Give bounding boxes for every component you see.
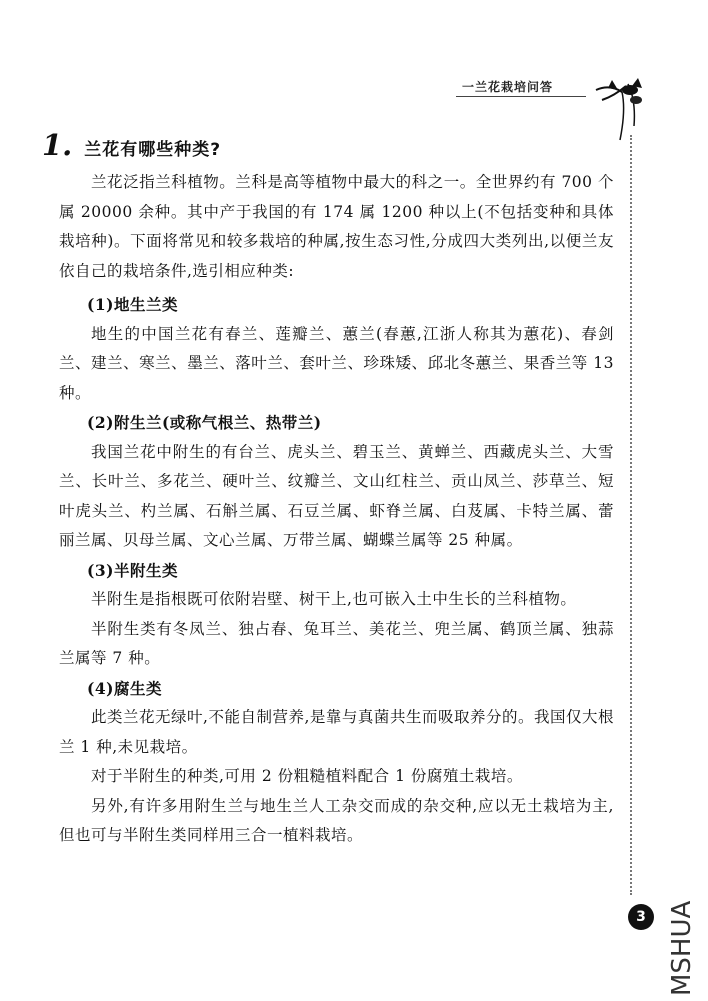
intro-paragraph: 兰花泛指兰科植物。兰科是高等植物中最大的科之一。全世界约有 700 个属 20000 余种。其中产于我国的有 174 属 1200 种以上(不包括变种和具体栽培种)。下面将常见和较多栽培的种属,按生态习性,分成四大类列出,以便兰友依自己的栽培条件,选引相应种类: [59, 173, 614, 280]
section-title [42, 128, 221, 162]
watermark [667, 888, 697, 1000]
paragraph-hybrids: 另外,有许多用附生兰与地生兰人工杂交而成的杂交种,应以无土栽培为主,但也可与半附生类同样用三合一植料栽培。 [59, 796, 614, 844]
body-text [59, 168, 614, 851]
section-title-text: 兰花有哪些种类? [84, 140, 222, 160]
subheading-semi-epiphytic: (3)半附生类 [87, 560, 178, 580]
paragraph-semi-epiphytic-2: 半附生类有冬凤兰、独占春、兔耳兰、美花兰、兜兰属、鹤顶兰属、独蒜兰属等 7 种。 [59, 619, 614, 667]
paragraph-cultivation: 对于半附生的种类,可用 2 份粗糙植料配合 1 份腐殖土栽培。 [91, 767, 523, 785]
paragraph-saprophytic: 此类兰花无绿叶,不能自制营养,是靠与真菌共生而吸取养分的。我国仅大根兰 1 种,未见栽培。 [59, 708, 614, 756]
paragraph-epiphytic: 我国兰花中附生的有台兰、虎头兰、碧玉兰、黄蝉兰、西藏虎头兰、大雪兰、长叶兰、多花兰、硬叶兰、纹瓣兰、文山红柱兰、贡山凤兰、莎草兰、短叶虎头兰、杓兰属、石斛兰属、石豆兰属、虾脊兰属、白芨属、卡特兰属、蕾丽兰属、贝母兰属、文心兰属、万带兰属、蝴蝶兰属等 25 种属。 [59, 442, 614, 549]
paragraph-semi-epiphytic-1: 半附生是指根既可依附岩壁、树干上,也可嵌入土中生长的兰科植物。 [91, 590, 577, 608]
paragraph-terrestrial: 地生的中国兰花有春兰、莲瓣兰、蕙兰(春蕙,江浙人称其为蕙花)、春剑兰、建兰、寒兰、墨兰、落叶兰、套叶兰、珍珠矮、邱北冬蕙兰、果香兰等 13 种。 [59, 324, 614, 402]
header-rule [456, 96, 586, 97]
orchid-decoration-icon [592, 70, 648, 148]
subheading-epiphytic: (2)附生兰(或称气根兰、热带兰) [87, 413, 322, 432]
margin-dotted-rule [630, 135, 632, 895]
running-header: 一兰花栽培问答 [462, 80, 554, 94]
subheading-saprophytic: (4)腐生类 [87, 678, 162, 698]
subheading-terrestrial: (1)地生兰类 [87, 295, 178, 314]
section-number: 1. [42, 128, 73, 162]
page-number: 3 [628, 904, 654, 930]
watermark-text: MSHUA [667, 900, 697, 996]
